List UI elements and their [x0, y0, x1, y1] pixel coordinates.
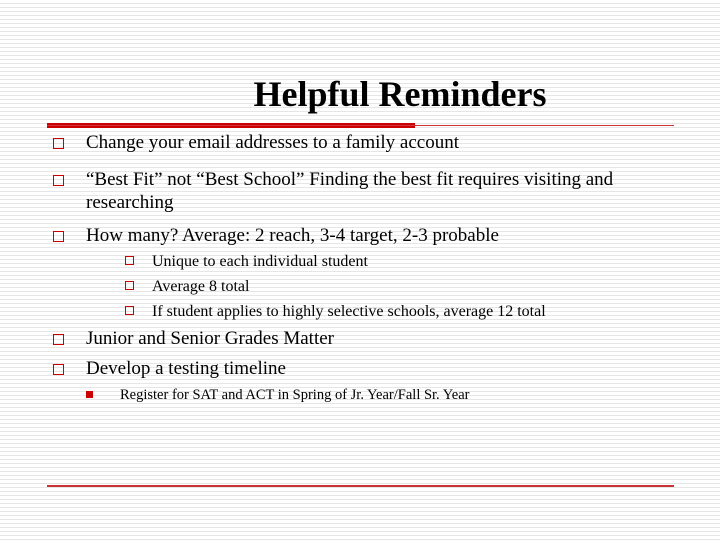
hollow-square-icon: [53, 364, 64, 375]
hollow-square-icon: [125, 256, 134, 265]
bullet-text: “Best Fit” not “Best School” Finding the best fit requires visiting and researching: [86, 169, 614, 213]
sub-bullet-text: If student applies to highly selective schools, average 12 total: [152, 303, 546, 320]
footer-divider: [47, 485, 674, 487]
bullet-text: Develop a testing timeline: [86, 358, 286, 379]
testing-sub-bullet-text: Register for SAT and ACT in Spring of Jr. Year/Fall Sr. Year: [120, 387, 470, 403]
hollow-square-icon: [53, 175, 64, 186]
hollow-square-icon: [53, 334, 64, 345]
hollow-square-icon: [53, 231, 64, 242]
bullet-text: Change your email addresses to a family account: [86, 132, 460, 153]
hollow-square-icon: [125, 306, 134, 315]
filled-square-icon: [86, 391, 93, 398]
title-divider: [47, 125, 674, 126]
slide-title: Helpful Reminders: [253, 74, 547, 114]
sub-bullet-text: Average 8 total: [152, 278, 250, 295]
sub-bullet-text: Unique to each individual student: [152, 253, 368, 270]
bullet-text: How many? Average: 2 reach, 3-4 target, 2-3 probable: [86, 225, 499, 246]
hollow-square-icon: [53, 138, 64, 149]
hollow-square-icon: [125, 281, 134, 290]
bullet-text: Junior and Senior Grades Matter: [86, 328, 334, 349]
